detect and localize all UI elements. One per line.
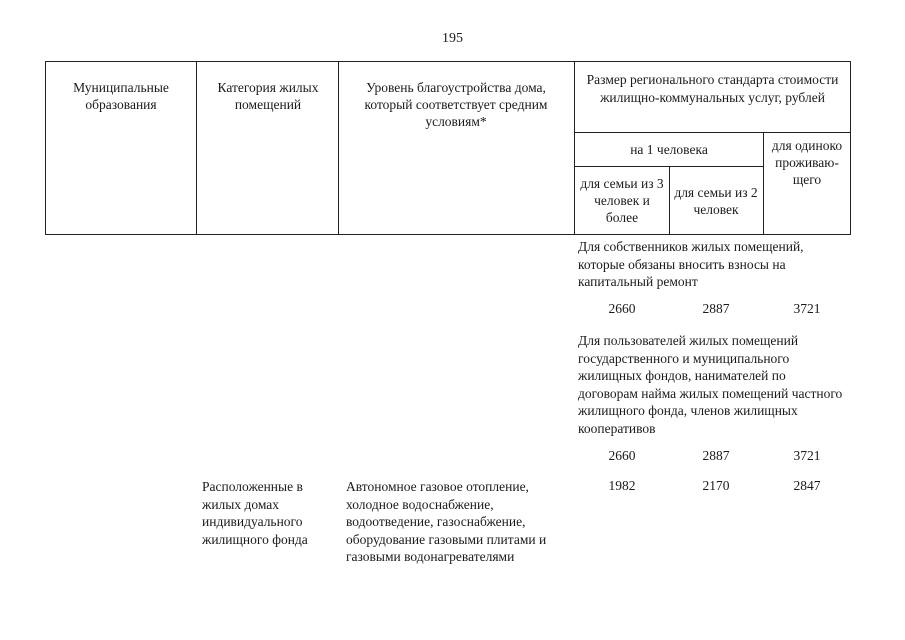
section-tenants-value-family3: 2660 bbox=[608, 448, 636, 463]
header-family2: для семьи из 2 человек bbox=[674, 185, 758, 217]
row-value-single: 2847 bbox=[793, 478, 821, 493]
row-value-family3: 1982 bbox=[608, 478, 636, 493]
row-value-family2: 2170 bbox=[702, 478, 730, 493]
header-standard: Размер регионального стандарта стоимости жилищно-коммунальных услуг, рублей bbox=[586, 72, 839, 105]
column-divider-5 bbox=[763, 132, 764, 235]
page-number: 195 bbox=[442, 31, 463, 46]
header-per-person: на 1 человека bbox=[630, 142, 708, 157]
header-level: Уровень благоустройства дома, который соответствует средним условиям* bbox=[364, 80, 548, 129]
column-divider-2 bbox=[338, 61, 339, 235]
column-divider-3 bbox=[574, 61, 575, 235]
header-category: Категория жилых помещений bbox=[217, 80, 319, 112]
section-title-owners: Для собственников жилых помещений, которые обязаны вносить взносы на капитальный ремонт bbox=[578, 239, 804, 290]
section-tenants-value-single: 3721 bbox=[793, 448, 821, 463]
table-top-border bbox=[45, 61, 851, 62]
section-owners-value-single: 3721 bbox=[793, 301, 821, 316]
section-owners-value-family2: 2887 bbox=[702, 301, 730, 316]
header-single: для одиноко проживаю-щего bbox=[771, 138, 843, 187]
row-category: Расположенные в жилых домах индивидуального жилищного фонда bbox=[202, 479, 308, 547]
section-owners-value-family3: 2660 bbox=[608, 301, 636, 316]
table-left-border bbox=[45, 61, 46, 235]
table-right-border bbox=[850, 61, 851, 235]
section-title-tenants: Для пользователей жилых помещений государственного и муниципального жилищных фондов, нанимателей по договорам найма жилых помещений частного жилищного фонда, членов жилищных кооперативов bbox=[578, 333, 843, 436]
header-bottom-border bbox=[45, 234, 851, 235]
section-tenants-value-family2: 2887 bbox=[702, 448, 730, 463]
column-divider-4 bbox=[669, 166, 670, 235]
row-level: Автономное газовое отопление, холодное водоснабжение, водоотведение, газоснабжение, оборудование газовыми плитами и газовыми водонагревателями bbox=[346, 479, 547, 565]
header-divider-standard bbox=[574, 132, 851, 133]
header-family3: для семьи из 3 человек и более bbox=[580, 176, 664, 225]
header-municipal: Муниципальные образования bbox=[73, 80, 169, 112]
column-divider-1 bbox=[196, 61, 197, 235]
